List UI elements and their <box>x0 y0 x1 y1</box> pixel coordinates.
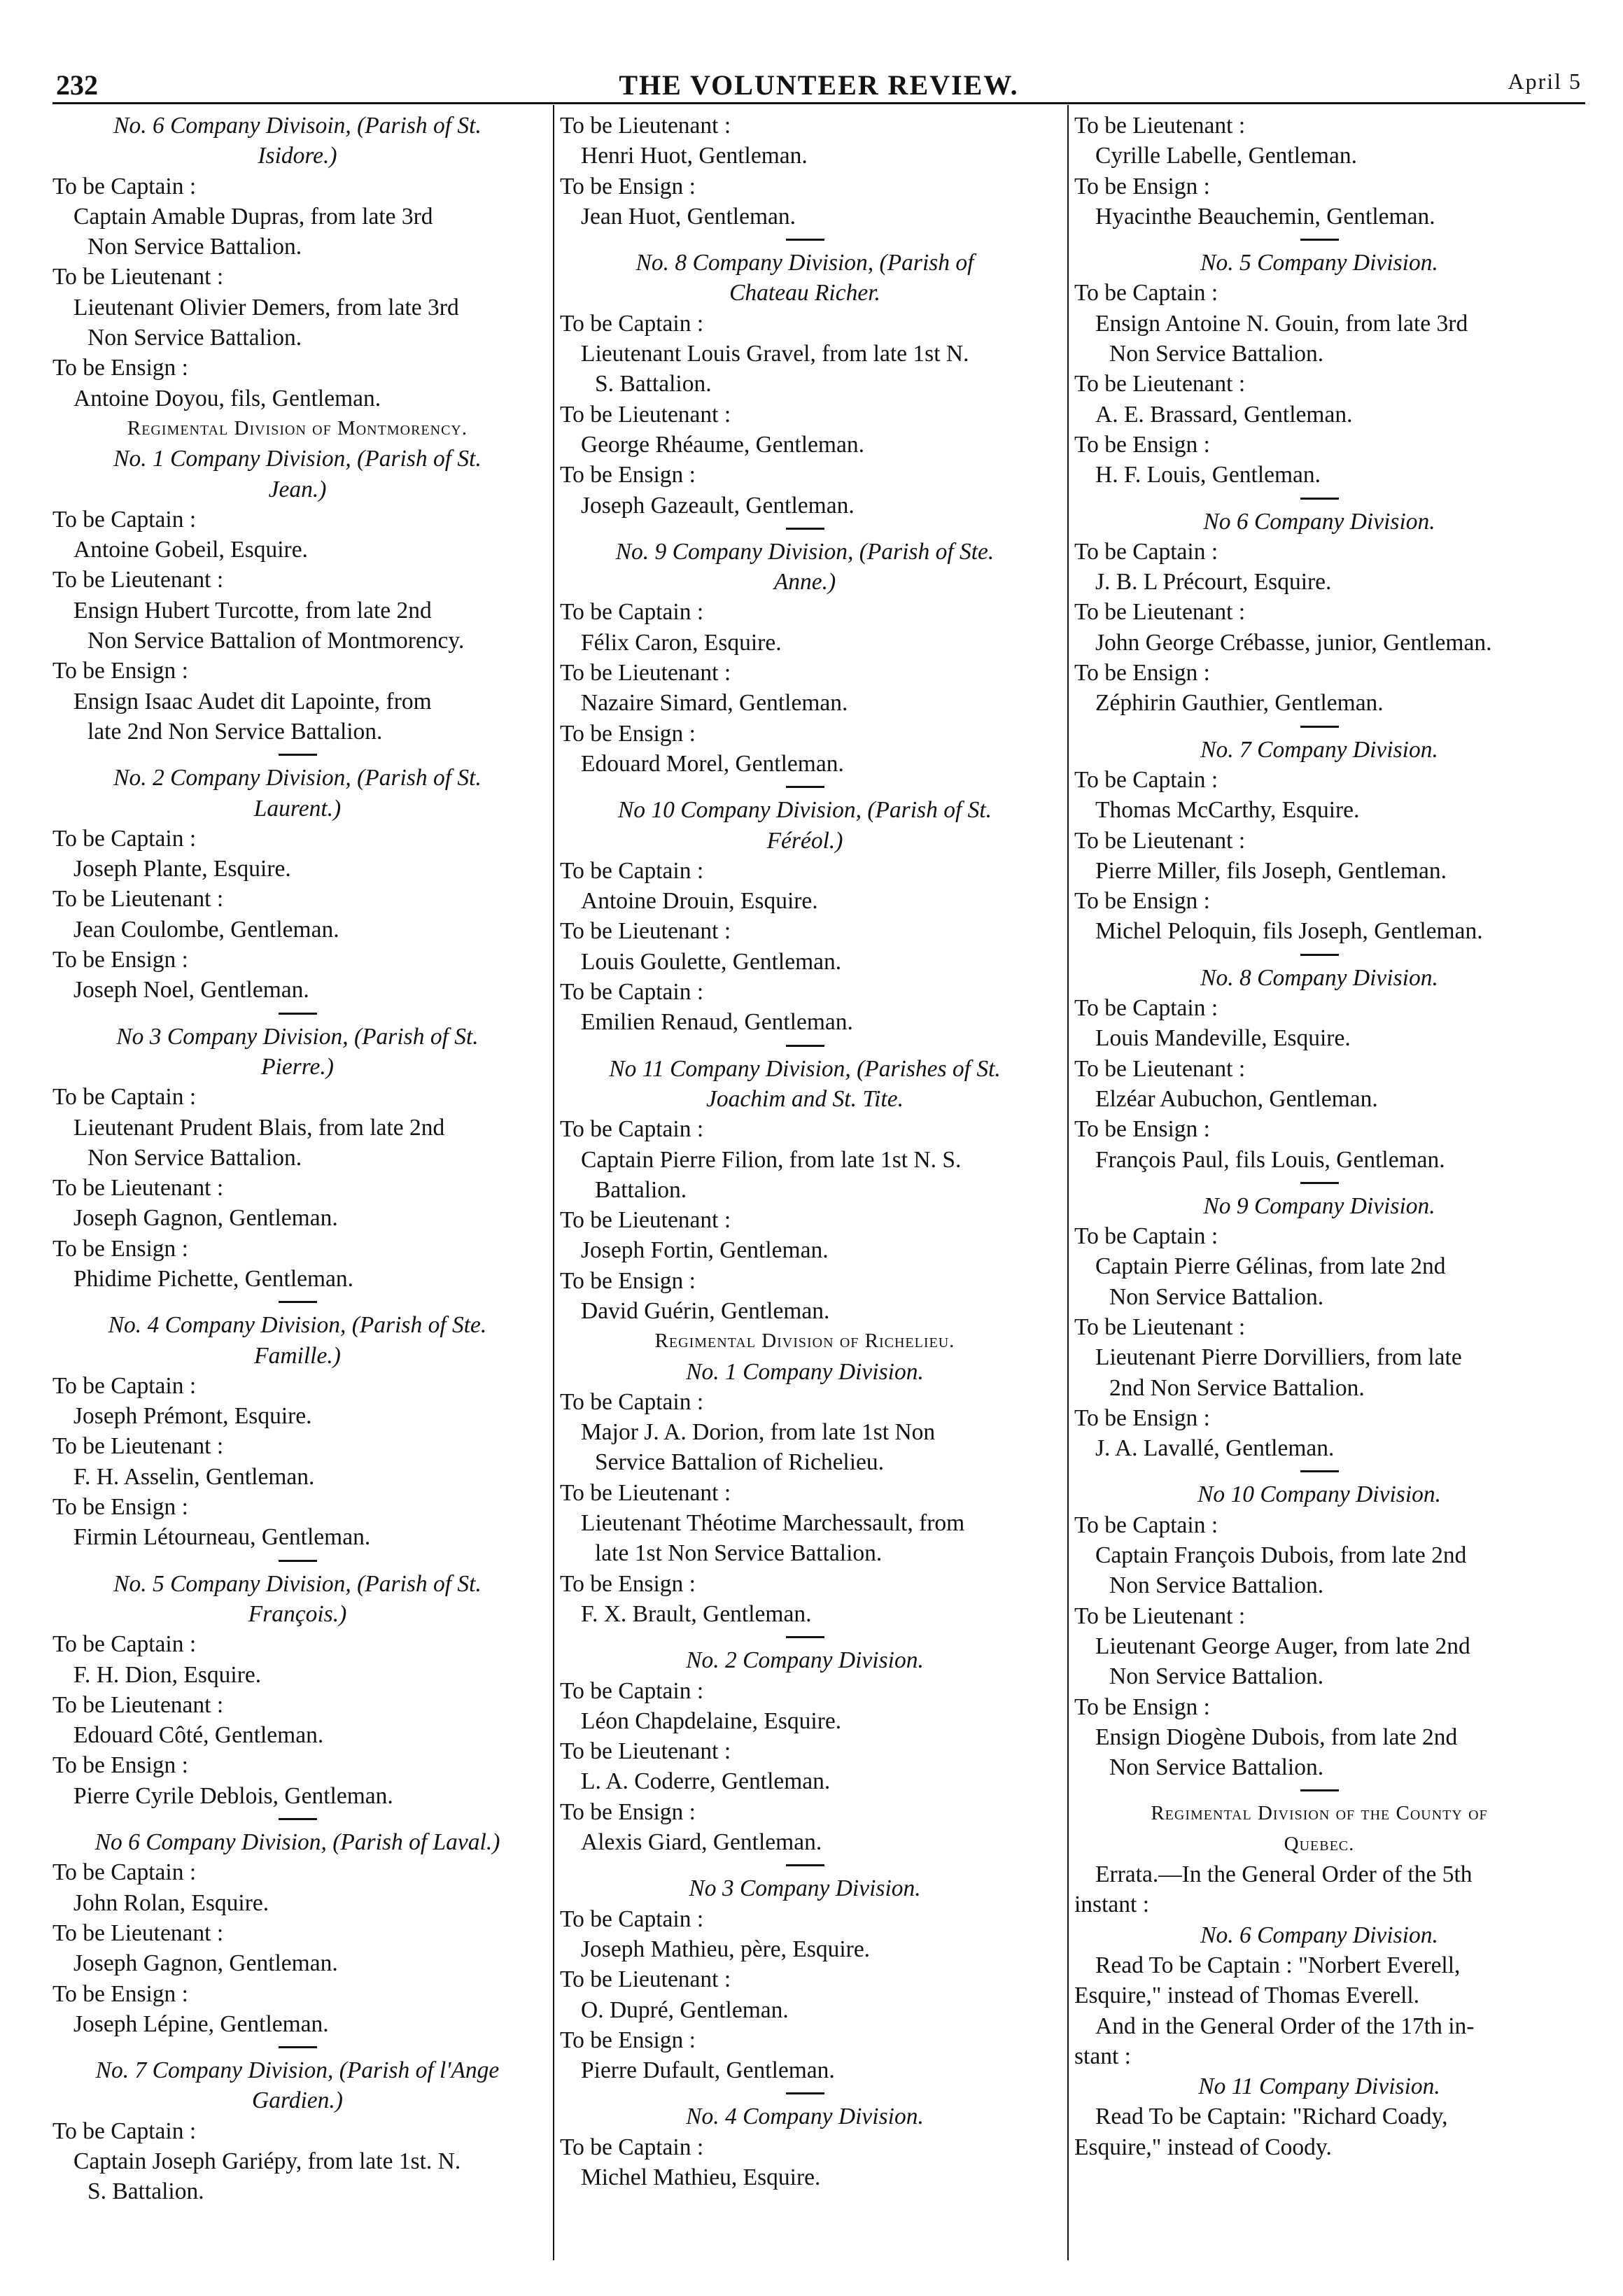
text-line: Joseph Gagnon, Gentleman. <box>73 1950 338 1977</box>
text-line: Pierre Cyrile Deblois, Gentleman. <box>73 1782 393 1809</box>
text-line: To be Captain : <box>1074 1223 1218 1250</box>
text-line: To be Captain : <box>560 2134 704 2160</box>
text-line: Non Service Battalion. <box>1109 341 1324 367</box>
text-line: S. Battalion. <box>87 2178 204 2205</box>
issue-date: April 5 <box>1508 69 1582 94</box>
text-line: To be Lieutenant : <box>560 1738 731 1765</box>
text-line: Non Service Battalion. <box>87 1144 302 1171</box>
text-line: To be Lieutenant : <box>1074 113 1246 139</box>
text-line: Service Battalion of Richelieu. <box>595 1449 885 1476</box>
text-line: Ensign Diogène Dubois, from late 2nd <box>1095 1724 1458 1750</box>
division-heading: No 10 Company Division, (Parish of St. <box>617 797 992 824</box>
column-3 <box>1074 111 1564 2162</box>
text-line: Lieutenant Théotime Marchessault, from <box>581 1510 965 1537</box>
text-line: Lieutenant Prudent Blais, from late 2nd <box>73 1114 445 1141</box>
division-heading: Isidore.) <box>258 143 337 169</box>
division-heading: Anne.) <box>773 569 836 596</box>
text-line: Phidime Pichette, Gentleman. <box>73 1265 354 1292</box>
text-line: To be Lieutenant : <box>52 1433 224 1460</box>
division-heading: No 11 Company Division, (Parishes of St. <box>609 1055 1001 1082</box>
text-line: To be Lieutenant : <box>1074 1313 1246 1340</box>
text-line: To be Ensign : <box>1074 431 1210 458</box>
division-heading: No. 2 Company Division. <box>686 1647 924 1674</box>
text-line: Edouard Côté, Gentleman. <box>73 1722 324 1749</box>
text-line: To be Lieutenant : <box>52 1175 224 1202</box>
text-line: To be Ensign : <box>52 947 188 973</box>
text-line: stant : <box>1074 2043 1131 2069</box>
text-line: Michel Mathieu, Esquire. <box>581 2164 821 2190</box>
text-line: John Rolan, Esquire. <box>73 1889 269 1916</box>
text-line: To be Captain : <box>560 1116 704 1143</box>
text-line: F. H. Dion, Esquire. <box>73 1661 262 1688</box>
text-line: Errata.—In the General Order of the 5th <box>1095 1861 1473 1888</box>
text-line: And in the General Order of the 17th in- <box>1095 2013 1475 2039</box>
text-line: L. A. Coderre, Gentleman. <box>581 1768 831 1795</box>
division-heading: Laurent.) <box>253 795 342 822</box>
text-line: To be Captain : <box>560 599 704 626</box>
text-line: To be Ensign : <box>52 1752 188 1779</box>
column-1 <box>52 111 542 2207</box>
text-line: Pierre Miller, fils Joseph, Gentleman. <box>1095 857 1447 884</box>
text-line: To be Captain : <box>560 1906 704 1932</box>
text-line: Read To be Captain : "Norbert Everell, <box>1095 1952 1461 1978</box>
division-heading: No. 8 Company Division, (Parish of <box>635 250 974 276</box>
division-heading: No. 8 Company Division. <box>1200 964 1438 991</box>
text-line: Joseph Plante, Esquire. <box>73 856 291 882</box>
text-line: To be Lieutenant : <box>1074 1055 1246 1082</box>
text-line: To be Captain : <box>52 173 197 199</box>
text-line: Henri Huot, Gentleman. <box>581 143 808 169</box>
text-line: Lieutenant Louis Gravel, from late 1st N. <box>581 341 969 367</box>
division-heading: Famille.) <box>254 1342 341 1369</box>
text-line: Antoine Gobeil, Esquire. <box>73 537 308 563</box>
text-line: To be Ensign : <box>1074 1404 1210 1431</box>
division-heading: Chateau Richer. <box>729 280 880 307</box>
regimental-heading: Quebec. <box>1284 1832 1355 1855</box>
text-line: To be Lieutenant : <box>560 1479 731 1506</box>
text-line: Joseph Mathieu, père, Esquire. <box>581 1936 871 1962</box>
text-line: To be Lieutenant : <box>1074 599 1246 626</box>
division-heading: Jean.) <box>268 476 327 502</box>
text-line: To be Lieutenant : <box>1074 1603 1246 1629</box>
division-heading: Joachim and St. Tite. <box>706 1085 904 1112</box>
text-line: To be Lieutenant : <box>1074 371 1246 397</box>
division-heading: No. 7 Company Division, (Parish of l'Ange <box>95 2057 500 2084</box>
text-line: To be Captain : <box>1074 995 1218 1022</box>
text-line: To be Captain : <box>560 310 704 337</box>
page-header <box>56 69 1582 111</box>
text-line: Zéphirin Gauthier, Gentleman. <box>1095 690 1384 717</box>
text-line: To be Ensign : <box>52 355 188 381</box>
text-line: To be Captain : <box>52 1084 197 1111</box>
text-line: To be Ensign : <box>560 173 696 199</box>
division-heading: No. 9 Company Division, (Parish of Ste. <box>615 538 995 565</box>
text-line: To be Ensign : <box>560 462 696 488</box>
text-line: Alexis Giard, Gentleman. <box>581 1829 822 1856</box>
text-line: To be Ensign : <box>52 658 188 684</box>
text-line: Ensign Isaac Audet dit Lapointe, from <box>73 688 432 714</box>
division-heading: No. 2 Company Division, (Parish of St. <box>113 765 482 791</box>
text-line: Pierre Dufault, Gentleman. <box>581 2057 835 2084</box>
text-line: John George Crébasse, junior, Gentleman. <box>1095 629 1492 656</box>
division-heading: No 10 Company Division. <box>1197 1481 1442 1508</box>
text-line: To be Captain : <box>560 857 704 884</box>
text-line: To be Ensign : <box>560 1267 696 1294</box>
text-line: To be Lieutenant : <box>52 1920 224 1946</box>
text-line: Ensign Hubert Turcotte, from late 2nd <box>73 597 432 624</box>
division-heading: No. 5 Company Division. <box>1200 250 1438 276</box>
division-heading: François.) <box>248 1600 347 1627</box>
text-line: To be Ensign : <box>52 1235 188 1262</box>
division-heading: No. 6 Company Division. <box>1200 1922 1438 1948</box>
text-line: Hyacinthe Beauchemin, Gentleman. <box>1095 203 1435 230</box>
text-line: To be Lieutenant : <box>52 264 224 290</box>
column-divider <box>553 105 554 2260</box>
text-line: Battalion. <box>595 1176 687 1203</box>
text-line: Non Service Battalion. <box>1109 1754 1324 1781</box>
text-line: To be Lieutenant : <box>560 401 731 428</box>
column-divider <box>1067 105 1069 2260</box>
text-line: To be Lieutenant : <box>560 660 731 686</box>
text-line: To be Captain : <box>560 1388 704 1415</box>
text-line: Firmin Létourneau, Gentleman. <box>73 1524 371 1551</box>
text-line: Louis Goulette, Gentleman. <box>581 948 842 975</box>
text-line: Nazaire Simard, Gentleman. <box>581 690 848 717</box>
division-heading: No. 7 Company Division. <box>1200 736 1438 763</box>
text-line: To be Lieutenant : <box>1074 827 1246 854</box>
text-line: To be Lieutenant : <box>560 1207 731 1234</box>
text-line: Jean Huot, Gentleman. <box>581 203 796 230</box>
text-line: To be Captain : <box>52 2118 197 2144</box>
text-line: Captain Amable Dupras, from late 3rd <box>73 203 433 230</box>
division-heading: No. 6 Company Divisoin, (Parish of St. <box>113 113 482 139</box>
text-line: To be Captain : <box>1074 538 1218 565</box>
text-line: Lieutenant Pierre Dorvilliers, from late <box>1095 1344 1462 1371</box>
text-line: François Paul, fils Louis, Gentleman. <box>1095 1146 1445 1173</box>
text-line: To be Ensign : <box>1074 1116 1210 1143</box>
division-heading: No 9 Company Division. <box>1203 1192 1435 1219</box>
division-heading: No. 4 Company Division, (Parish of Ste. <box>108 1312 487 1339</box>
text-line: Captain Pierre Gélinas, from late 2nd <box>1095 1253 1446 1280</box>
text-line: S. Battalion. <box>595 371 712 397</box>
text-line: To be Ensign : <box>1074 888 1210 915</box>
text-line: To be Captain : <box>1074 280 1218 307</box>
division-heading: Féréol.) <box>766 827 843 854</box>
text-line: Antoine Drouin, Esquire. <box>581 888 818 915</box>
text-line: late 2nd Non Service Battalion. <box>87 718 383 745</box>
text-line: To be Ensign : <box>1074 173 1210 199</box>
division-heading: No 3 Company Division, (Parish of St. <box>116 1023 479 1050</box>
text-line: Joseph Lépine, Gentleman. <box>73 2010 329 2037</box>
text-line: To be Captain : <box>52 506 197 533</box>
text-line: Léon Chapdelaine, Esquire. <box>581 1707 842 1734</box>
text-line: David Guérin, Gentleman. <box>581 1297 830 1324</box>
text-line: Esquire," instead of Coody. <box>1074 2134 1332 2160</box>
text-line: Non Service Battalion of Montmorency. <box>87 628 465 654</box>
text-line: Elzéar Aubuchon, Gentleman. <box>1095 1085 1378 1112</box>
text-line: O. Dupré, Gentleman. <box>581 1996 789 2023</box>
division-heading: No. 5 Company Division, (Parish of St. <box>113 1570 482 1597</box>
text-line: Captain Pierre Filion, from late 1st N. S. <box>581 1146 962 1173</box>
text-line: To be Captain : <box>52 1372 197 1399</box>
text-line: To be Lieutenant : <box>560 918 731 945</box>
page-number: 232 <box>56 69 98 101</box>
text-line: Lieutenant Olivier Demers, from late 3rd <box>73 294 459 321</box>
text-line: To be Captain : <box>560 1677 704 1704</box>
division-heading: No 6 Company Division. <box>1203 508 1435 535</box>
text-line: F. X. Brault, Gentleman. <box>581 1600 812 1627</box>
text-line: A. E. Brassard, Gentleman. <box>1095 401 1353 428</box>
regimental-heading: Regimental Division of Montmorency. <box>127 416 468 439</box>
column-2 <box>560 111 1050 2192</box>
division-heading: No. 1 Company Division, (Parish of St. <box>113 446 482 472</box>
text-line: To be Captain : <box>52 1859 197 1886</box>
text-line: Non Service Battalion. <box>87 325 302 351</box>
text-line: Joseph Noel, Gentleman. <box>73 977 309 1003</box>
regimental-heading: Regimental Division of Richelieu. <box>654 1330 955 1353</box>
publication-title: THE VOLUNTEER REVIEW. <box>619 69 1019 101</box>
text-line: To be Ensign : <box>52 1980 188 2007</box>
text-line: To be Captain : <box>1074 766 1218 793</box>
regimental-heading: Regimental Division of the County of <box>1151 1802 1488 1825</box>
text-line: To be Lieutenant : <box>560 1966 731 1993</box>
text-line: To be Captain : <box>52 1631 197 1658</box>
text-line: To be Captain : <box>1074 1512 1218 1538</box>
text-line: Thomas McCarthy, Esquire. <box>1095 797 1360 824</box>
text-line: To be Ensign : <box>560 720 696 747</box>
text-line: Edouard Morel, Gentleman. <box>581 750 844 777</box>
text-line: Joseph Gazeault, Gentleman. <box>581 492 855 519</box>
division-heading: No 3 Company Division. <box>689 1875 921 1902</box>
text-line: Cyrille Labelle, Gentleman. <box>1095 143 1357 169</box>
text-line: George Rhéaume, Gentleman. <box>581 431 864 458</box>
text-line: To be Lieutenant : <box>52 1691 224 1718</box>
text-line: J. A. Lavallé, Gentleman. <box>1095 1435 1335 1462</box>
text-line: Captain François Dubois, from late 2nd <box>1095 1542 1467 1569</box>
text-line: Non Service Battalion. <box>1109 1663 1324 1690</box>
text-line: Michel Peloquin, fils Joseph, Gentleman. <box>1095 918 1483 945</box>
text-line: To be Captain : <box>560 979 704 1006</box>
text-line: To be Lieutenant : <box>52 886 224 913</box>
text-line: Non Service Battalion. <box>87 234 302 260</box>
text-line: To be Captain : <box>52 825 197 852</box>
text-line: Major J. A. Dorion, from late 1st Non <box>581 1419 936 1446</box>
text-line: 2nd Non Service Battalion. <box>1109 1374 1365 1401</box>
text-line: Joseph Fortin, Gentleman. <box>581 1237 829 1264</box>
header-rule <box>52 102 1585 104</box>
text-line: Joseph Prémont, Esquire. <box>73 1403 312 1430</box>
text-line: Lieutenant George Auger, from late 2nd <box>1095 1633 1470 1659</box>
division-heading: No. 1 Company Division. <box>686 1358 924 1385</box>
text-line: Captain Joseph Gariépy, from late 1st. N. <box>73 2148 461 2174</box>
text-line: F. H. Asselin, Gentleman. <box>73 1463 315 1490</box>
text-line: J. B. L Précourt, Esquire. <box>1095 569 1332 596</box>
text-line: Ensign Antoine N. Gouin, from late 3rd <box>1095 310 1468 337</box>
text-line: To be Ensign : <box>560 2027 696 2053</box>
division-heading: Gardien.) <box>252 2087 343 2114</box>
text-line: H. F. Louis, Gentleman. <box>1095 462 1321 488</box>
text-line: Félix Caron, Esquire. <box>581 629 782 656</box>
text-line: instant : <box>1074 1892 1150 1918</box>
text-line: To be Ensign : <box>52 1494 188 1521</box>
text-line: To be Lieutenant : <box>52 567 224 593</box>
text-line: Joseph Gagnon, Gentleman. <box>73 1205 338 1232</box>
text-line: To be Lieutenant : <box>560 113 731 139</box>
text-line: Non Service Battalion. <box>1109 1283 1324 1310</box>
text-line: To be Ensign : <box>560 1798 696 1825</box>
division-heading: No 11 Company Division. <box>1198 2073 1440 2100</box>
text-line: Esquire," instead of Thomas Everell. <box>1074 1982 1420 2009</box>
text-line: Non Service Battalion. <box>1109 1572 1324 1599</box>
text-line: To be Ensign : <box>1074 660 1210 686</box>
text-line: Antoine Doyou, fils, Gentleman. <box>73 385 381 411</box>
text-line: Jean Coulombe, Gentleman. <box>73 916 339 943</box>
division-heading: Pierre.) <box>261 1053 334 1080</box>
text-line: To be Ensign : <box>560 1570 696 1597</box>
division-heading: No. 4 Company Division. <box>686 2104 924 2130</box>
text-line: To be Ensign : <box>1074 1693 1210 1720</box>
text-line: late 1st Non Service Battalion. <box>595 1540 883 1567</box>
text-line: Emilien Renaud, Gentleman. <box>581 1009 853 1036</box>
division-heading: No 6 Company Division, (Parish of Laval.) <box>94 1829 500 1856</box>
text-line: Louis Mandeville, Esquire. <box>1095 1025 1351 1052</box>
text-line: Read To be Captain: "Richard Coady, <box>1095 2104 1448 2130</box>
